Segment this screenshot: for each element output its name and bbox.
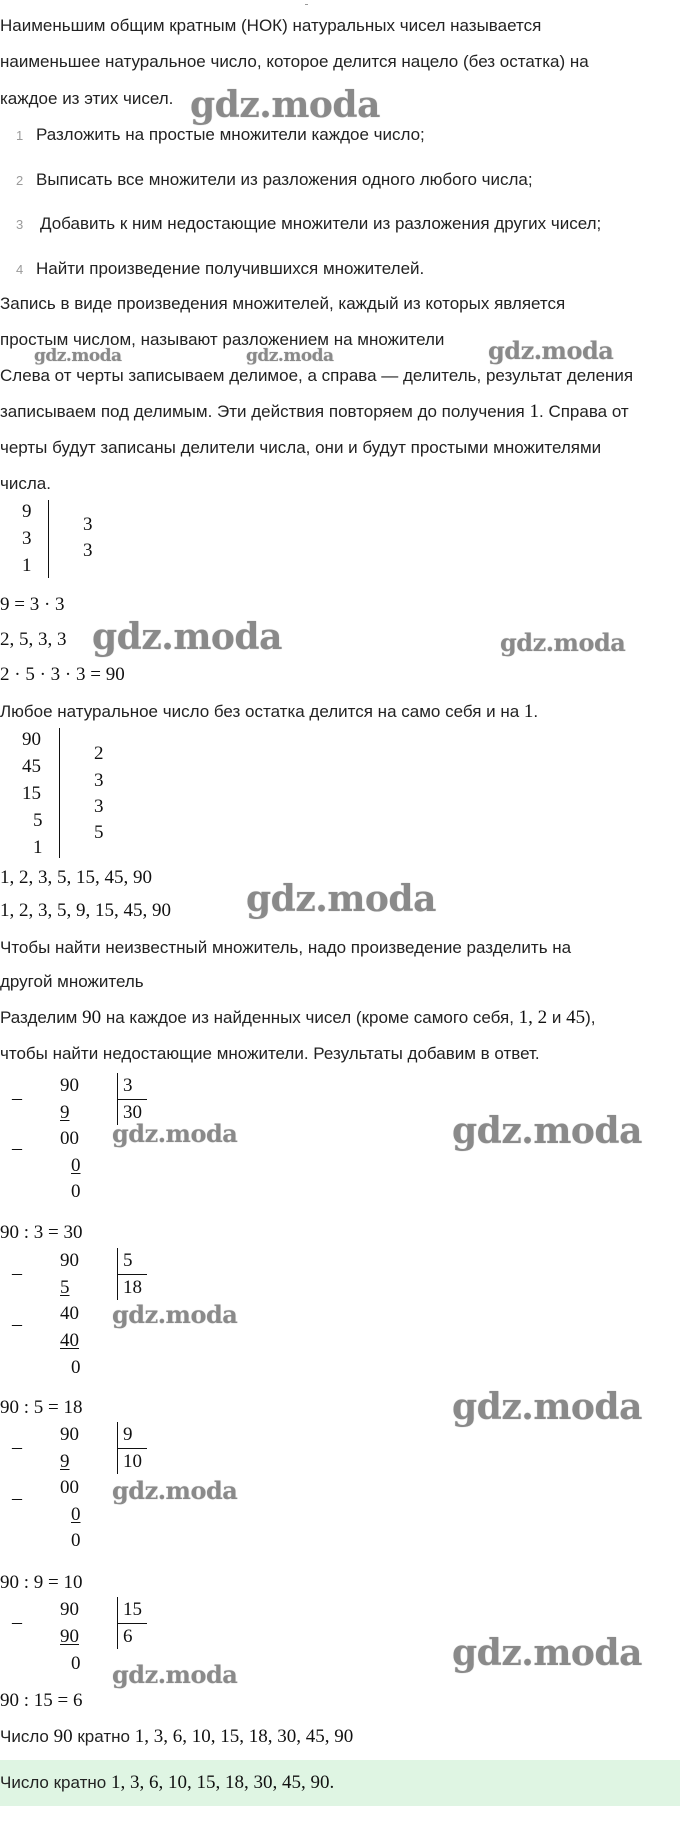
watermark: gdz.moda xyxy=(112,1476,238,1505)
watermark: gdz.moda xyxy=(452,1110,642,1152)
watermark: gdz.moda xyxy=(190,84,380,126)
equation-90: 2 · 5 · 3 · 3 = 90 xyxy=(0,664,125,685)
method-line-3: черты будут записаны делители числа, они и будут простыми множителями xyxy=(0,438,602,457)
watermark: gdz.moda xyxy=(112,1660,238,1689)
factorization-definition-line-2: простым числом, называют разложением на множители xyxy=(0,330,445,349)
watermark: gdz.moda xyxy=(112,1119,238,1148)
top-marker xyxy=(305,4,308,5)
watermark: gdz.moda xyxy=(34,346,122,366)
division-result-5: 90 : 5 = 18 xyxy=(0,1397,83,1418)
step-text: Найти произведение получившихся множителей. xyxy=(36,259,425,278)
answer-line: Число кратно 1, 3, 6, 10, 15, 18, 30, 45, 90. xyxy=(0,1772,335,1793)
unknown-factor-rule-line-1: Чтобы найти неизвестный множитель, надо произведение разделить на xyxy=(0,938,572,957)
watermark: gdz.moda xyxy=(112,1300,238,1329)
step-text: Добавить к ним недостающие множители из разложения других чисел; xyxy=(40,214,602,233)
divisors-list-b: 1, 2, 3, 5, 9, 15, 45, 90 xyxy=(0,900,171,921)
step-text: Выписать все множители из разложения одного любого числа; xyxy=(36,170,533,189)
unknown-factor-rule-line-2: другой множитель xyxy=(0,972,144,991)
step-number: 4 xyxy=(16,262,24,277)
watermark: gdz.moda xyxy=(500,628,626,657)
divisors-list-a: 1, 2, 3, 5, 15, 45, 90 xyxy=(0,867,152,888)
division-result-3: 90 : 3 = 30 xyxy=(0,1222,83,1243)
multiples-statement: Число 90 кратно 1, 3, 6, 10, 15, 18, 30, 45, 90 xyxy=(0,1726,354,1747)
step-text: Разложить на простые множители каждое число; xyxy=(36,125,425,144)
division-result-15: 90 : 15 = 6 xyxy=(0,1690,83,1711)
step-number: 2 xyxy=(16,173,24,188)
divide-instruction-line-1: Разделим 90 на каждое из найденных чисел (кроме самого себя, 1, 2 и 45), xyxy=(0,1007,596,1028)
factor-list: 2, 5, 3, 3 xyxy=(0,629,67,650)
step-number: 3 xyxy=(16,217,24,232)
method-line-4: числа. xyxy=(0,474,51,493)
watermark: gdz.moda xyxy=(92,616,282,658)
method-line-2: записываем под делимым. Эти действия повторяем до получения 1. Справа от xyxy=(0,401,629,422)
factorization-definition-line-1: Запись в виде произведения множителей, каждый из которых является xyxy=(0,294,566,313)
watermark: gdz.moda xyxy=(246,878,436,920)
any-number-statement: Любое натуральное число без остатка делится на само себя и на 1. xyxy=(0,701,539,722)
step-number: 1 xyxy=(16,128,24,143)
nok-definition-line-2: наименьшее натуральное число, которое делится нацело (без остатка) на xyxy=(0,52,589,71)
division-result-9: 90 : 9 = 10 xyxy=(0,1572,83,1593)
nok-definition-line-3: каждое из этих чисел. xyxy=(0,89,174,108)
watermark: gdz.moda xyxy=(488,336,614,365)
divide-instruction-line-2: чтобы найти недостающие множители. Результаты добавим в ответ. xyxy=(0,1044,540,1063)
watermark: gdz.moda xyxy=(246,346,334,366)
watermark: gdz.moda xyxy=(452,1632,642,1674)
watermark: gdz.moda xyxy=(452,1386,642,1428)
nok-definition-line-1: Наименьшим общим кратным (НОК) натуральных чисел называется xyxy=(0,16,542,35)
equation-9: 9 = 3 · 3 xyxy=(0,594,65,615)
method-line-1: Слева от черты записываем делимое, а справа — делитель, результат деления xyxy=(0,366,634,385)
